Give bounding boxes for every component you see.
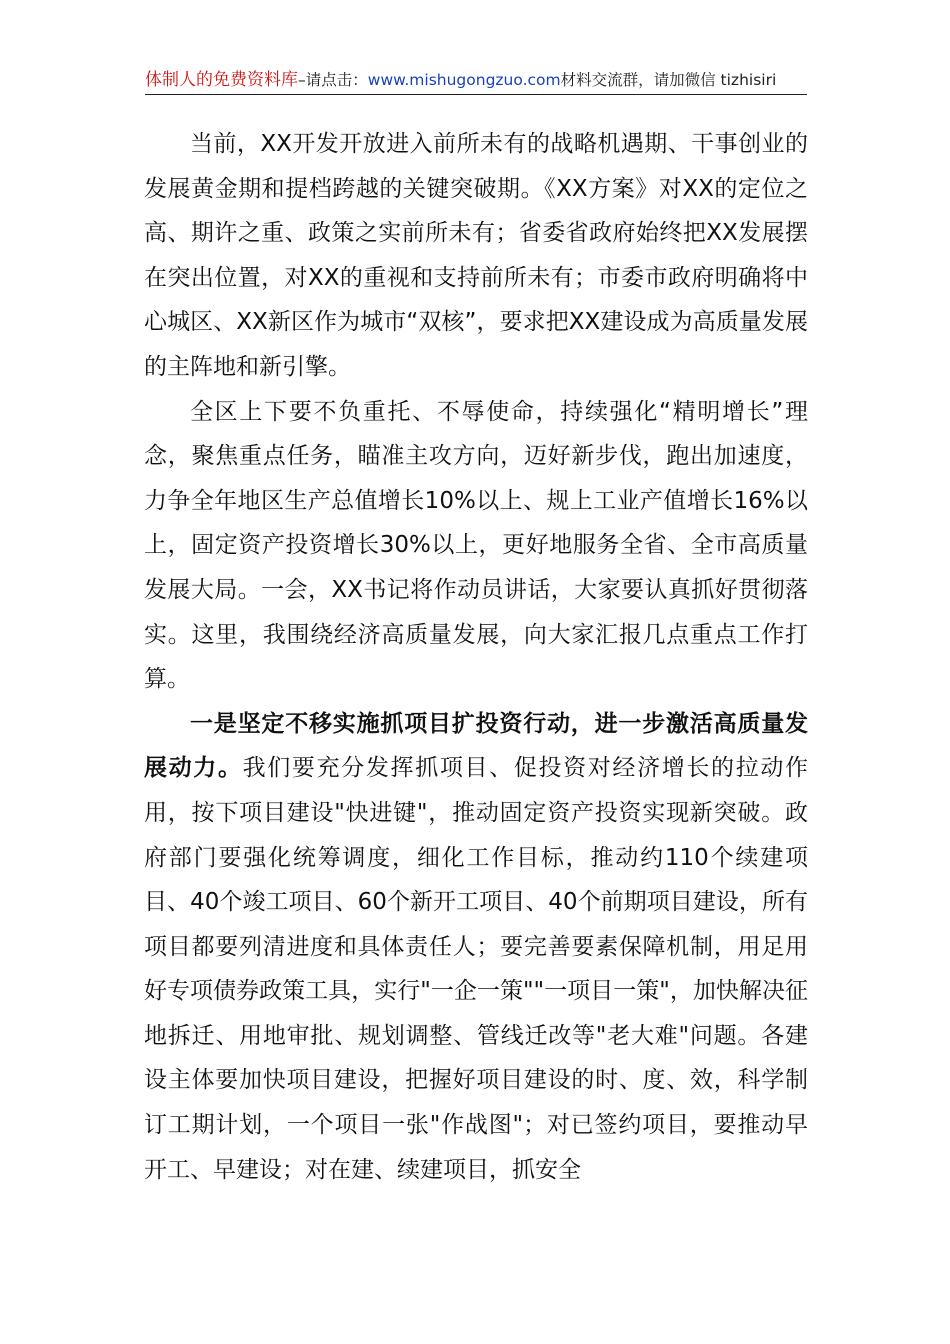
paragraph-text: 我们要充分发挥抓项目、促投资对经济增长的拉动作用，按下项目建设"快进键"，推动固定资产投资实现新突破。政府部门要强化统筹调度，细化工作目标，推动约110个续建项目、40个竣工项目、60个新开工项目、40个前期项目建设，所有项目都要列清进度和具体责任人；要完善要素保障机制，用足用好专项债券政策工具，实行"一企一策""一项目一策"，加快解决征地拆迁、用地审批、规划调整、管线迁改等"老大难"问题。各建设主体要加快项目建设，把握好项目建设的时、度、效，科学制订工期计划，一个项目一张"作战图"；对已签约项目，要推动早开工、早建设；对在建、续建项目，抓安全 <box>144 755 809 1183</box>
paragraph-2 <box>144 390 808 702</box>
paragraph-1 <box>144 122 808 390</box>
paragraph-3 <box>144 702 808 1193</box>
document-body <box>144 122 808 1192</box>
library-name: 体制人的免费资料库 <box>145 70 298 90</box>
paragraph-text: 全区上下要不负重托、不辱使命，持续强化“精明增长”理念，聚焦重点任务，瞄准主攻方向，迈好新步伐，跑出加速度，力争全年地区生产总值增长10%以上、规上工业产值增长16%以上，固定资产投资增长30%以上，更好地服务全省、全市高质量发展大局。一会，XX书记将作动员讲话，大家要认真抓好贯彻落实。这里，我围绕经济高质量发展，向大家汇报几点重点工作打算。 <box>144 398 808 693</box>
website-link[interactable]: www.mishugongzuo.com <box>367 71 561 89</box>
contact-note: 材料交流群，请加微信 tizhisiri <box>560 71 777 89</box>
paragraph-lead: 一是坚定不移实施抓项目扩投资行动，进一步激活高质量发展动力。 <box>144 710 808 782</box>
click-prompt: –请点击： <box>298 71 368 89</box>
page-header <box>145 66 807 95</box>
paragraph-text: 当前，XX开发开放进入前所未有的战略机遇期、干事创业的发展黄金期和提档跨越的关键突破期。《XX方案》对XX的定位之高、期许之重、政策之实前所未有；省委省政府始终把XX发展摆在突出位置，对XX的重视和支持前所未有；市委市政府明确将中心城区、XX新区作为城市“双核”，要求把XX建设成为高质量发展的主阵地和新引擎。 <box>144 131 808 380</box>
